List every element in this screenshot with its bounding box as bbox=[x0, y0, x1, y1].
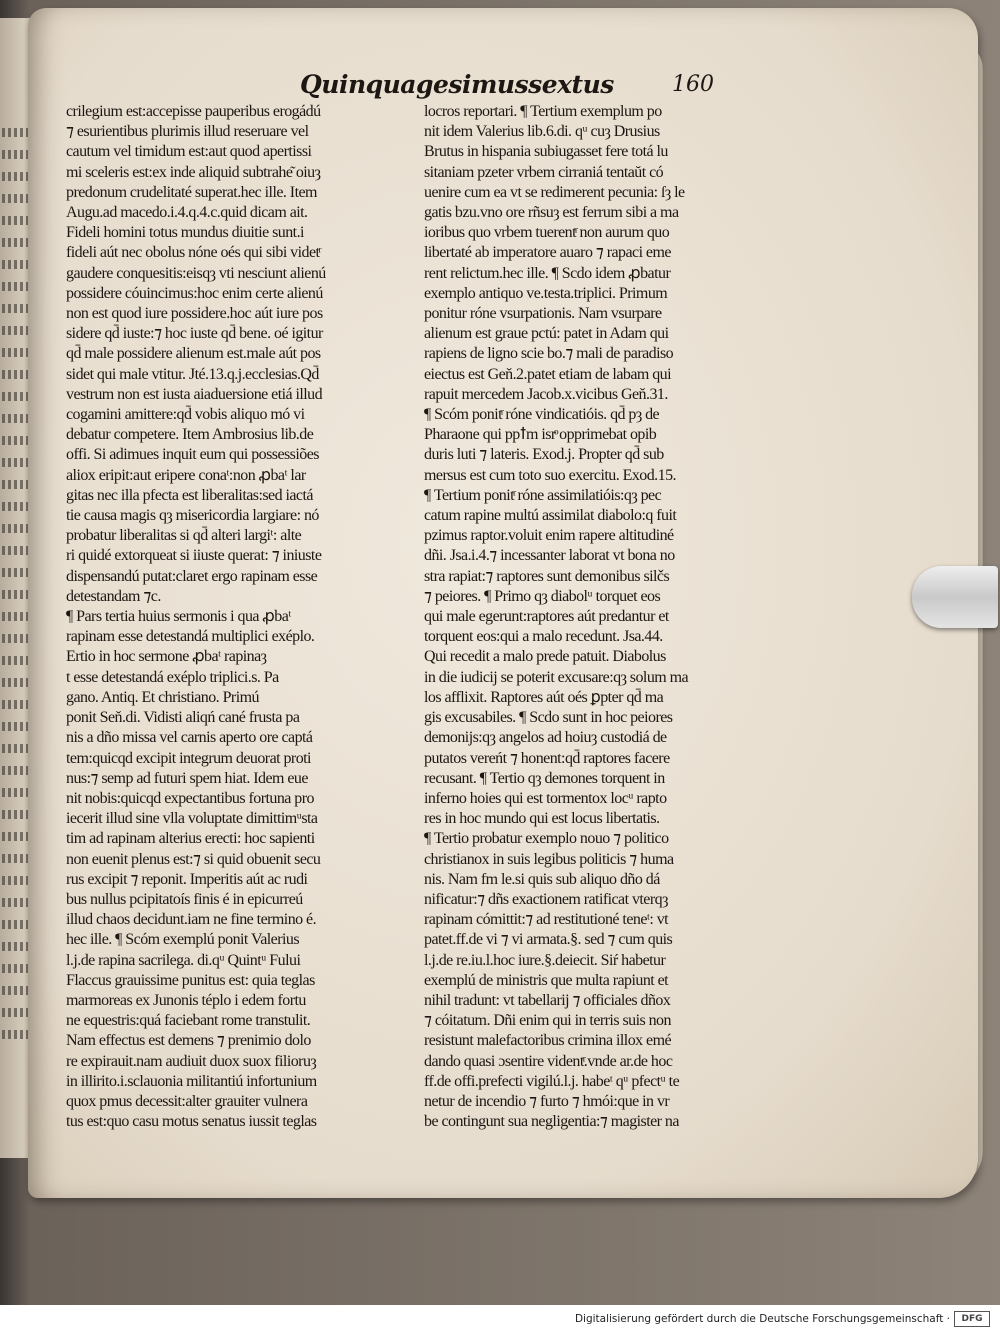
text-line: tim ad rapinam alterius erecti: hoc sapienti bbox=[66, 830, 315, 848]
text-line: cautum vel timidum est:aut quod apertissi bbox=[66, 143, 312, 161]
text-line: christianox in suis legibus politicis ⁊ huma bbox=[424, 850, 674, 868]
text-line: resistunt malefactoribus crimina illox emé bbox=[424, 1032, 672, 1050]
text-line: ¶ Scóm ponitͬ róne vindicatióis. qd̄ pȝ de bbox=[424, 406, 660, 424]
text-line: ne equestris:quá faciebant rome transtulit. bbox=[66, 1012, 311, 1030]
text-line: rent relictum.hec ille. ¶ Scdo idem ꝓbatur bbox=[424, 264, 671, 282]
text-line: exemplú de ministris que multa rapiunt et bbox=[424, 971, 669, 989]
left-text-column bbox=[66, 102, 406, 1132]
text-line: duris luti ⁊ lateris. Exod.j. Propter qd̄ sub bbox=[424, 446, 664, 464]
text-line: exemplo antiquo ve.testa.triplici. Primum bbox=[424, 284, 668, 302]
text-line: ¶ Tertium ponitͬ róne assimilatióis:qȝ pec bbox=[424, 486, 662, 504]
text-line: ioribus quo vrbem tuerentͬ non aurum quo bbox=[424, 224, 670, 242]
text-line: t esse detestandá exéplo triplici.s. Pa bbox=[66, 668, 279, 686]
text-line: gis excusabiles. ¶ Scdo sunt in hoc peiores bbox=[424, 709, 673, 727]
text-line: rapinam cómittit:⁊ ad restitutioné teneᵗ: vt bbox=[424, 911, 669, 929]
text-line: l.j.de re.iu.l.hoc iure.§.deiecit. Siŕ habetur bbox=[424, 951, 666, 969]
footer-credit: Digitalisierung gefördert durch die Deutsche Forschungsgemeinschaft · bbox=[574, 1313, 950, 1325]
text-line: res in hoc mundo qui est locus libertatis. bbox=[424, 810, 660, 828]
text-line: tus est:quo casu motus senatus iussit teglas bbox=[66, 1113, 317, 1131]
text-line: sidet qui male vtitur. Jté.13.q.j.ecclesias.Qd̄ bbox=[66, 365, 319, 383]
text-line: nit nobis:quicqd expectantibus fortuna pro bbox=[66, 789, 314, 807]
text-line: Augu.ad macedo.i.4.q.4.c.quid dicam ait. bbox=[66, 204, 308, 222]
footer-bar bbox=[0, 1305, 1000, 1331]
text-line: inferno hoies qui est tormentox locᵘ rapto bbox=[424, 789, 667, 807]
text-line: rapiens de ligno scie bo.⁊ mali de paradiso bbox=[424, 345, 674, 363]
text-line: rapinam esse detestandá multiplici exéplo. bbox=[66, 628, 315, 646]
text-line: sitaniam pzeter vrbem cirraniá tentaŭt có bbox=[424, 163, 664, 181]
text-line: non euenit plenus est:⁊ si quid obuenit secu bbox=[66, 850, 321, 868]
text-line: debatur competere. Item Ambrosius lib.de bbox=[66, 426, 314, 444]
text-line: Pharaone qui ppꝉm isrͦ opprimebat opib bbox=[424, 426, 657, 444]
text-line: uenire cum ea vt se redimerent pecunia: ſȝ le bbox=[424, 183, 685, 201]
text-line: l.j.de rapina sacrilega. di.qᵘ Quintᵘ Fului bbox=[66, 951, 301, 969]
text-line: ¶ Pars tertia huius sermonis i qua ꝓbaᵗ bbox=[66, 608, 291, 626]
text-line: putatos vereńt ⁊ honent:qd̄ raptores facere bbox=[424, 749, 670, 767]
text-line: mi sceleris est:ex inde aliquid subtrahe͂ oiuȝ bbox=[66, 163, 321, 181]
text-line: netur de incendio ⁊ furto ⁊ hmói:que in vr bbox=[424, 1092, 670, 1110]
text-line: ⁊ esurientibus plurimis illud reseruare vel bbox=[66, 123, 309, 141]
text-line: possidere cóuincimus:hoc enim certe alienú bbox=[66, 284, 323, 302]
text-line: patet.ff.de vi ⁊ vi armata.§. sed ⁊ cum quis bbox=[424, 931, 673, 949]
text-line: demonijs:qȝ angelos ad hoiuȝ custodiá de bbox=[424, 729, 667, 747]
text-line: gitas nec illa pfecta est liberalitas:sed iactá bbox=[66, 486, 313, 504]
text-line: marmoreas ex Junonis téplo i edem fortu bbox=[66, 991, 306, 1009]
text-line: cogamini amittere:qd̄ vobis aliquo mó vi bbox=[66, 406, 305, 424]
text-line: stra rapiat:⁊ raptores sunt demonibus silčs bbox=[424, 567, 670, 585]
text-line: quox pmus decessit:alter grauiter vulnera bbox=[66, 1092, 308, 1110]
text-line: dispensandú putat:claret ergo rapinam esse bbox=[66, 567, 318, 585]
text-line: Nam effectus est demens ⁊ prenimio dolo bbox=[66, 1032, 311, 1050]
right-text-column bbox=[424, 102, 769, 1132]
folio-number: 160 bbox=[672, 72, 714, 97]
text-line: nihil tradunt: vt tabellarij ⁊ officiales dñox bbox=[424, 991, 671, 1009]
text-line: pzimus raptor.voluit enim rapere altitudiné bbox=[424, 527, 674, 545]
text-line: recusant. ¶ Tertio qȝ demones torquent in bbox=[424, 769, 665, 787]
text-line: hec ille. ¶ Scóm exemplú ponit Valerius bbox=[66, 931, 300, 949]
text-line: in die iudicij se poterit excusare:qȝ solum ma bbox=[424, 668, 689, 686]
text-line: tie causa magis qȝ misericordia largiare: nó bbox=[66, 507, 319, 525]
text-line: Brutus in hispania subiugasset fere totá lu bbox=[424, 143, 668, 161]
text-line: gaudere conquesitis:eisqȝ vti nesciunt alienú bbox=[66, 264, 326, 282]
text-line: ⁊ peiores. ¶ Primo qȝ diabolᵘ torquet eos bbox=[424, 587, 661, 605]
text-line: locros reportari. ¶ Tertium exemplum po bbox=[424, 103, 662, 120]
text-line: gatis bzu.vno ore rñsuȝ est ferrum sibi a ma bbox=[424, 204, 679, 222]
text-line: ¶ Tertio probatur exemplo nouo ⁊ politico bbox=[424, 830, 669, 848]
text-line: Qui recedit a malo prede patuit. Diabolus bbox=[424, 648, 666, 666]
text-line: eiectus est Geň.2.patet etiam de labam qui bbox=[424, 365, 672, 383]
text-line: predonum crudelitaté superat.hec ille. Item bbox=[66, 183, 317, 201]
text-line: crilegium est:accepisse pauperibus erogádú bbox=[66, 103, 321, 120]
text-line: ponit Seň.di. Vidisti aliqń cané frusta pa bbox=[66, 709, 300, 727]
text-line: aliox eripit:aut eripere conaᵗ:non ꝓbaᵗ lar bbox=[66, 466, 306, 484]
text-line: Ertio in hoc sermone ꝓbaᵗ rapinaȝ bbox=[66, 648, 267, 666]
text-line: offi. Si adimues inquit eum qui possessiões bbox=[66, 446, 319, 464]
dfg-logo: DFG bbox=[954, 1311, 990, 1327]
text-line: libertaté ab imperatore auaro ⁊ rapaci eme bbox=[424, 244, 671, 262]
text-line: ⁊ cóitatum. Dñi enim qui in terris suis non bbox=[424, 1012, 671, 1030]
text-line: nificatur:⁊ dñs exactionem ratificat vterqȝ bbox=[424, 890, 668, 908]
text-line: probatur liberalitas si qd̄ alteri largiᵗ: alte bbox=[66, 527, 302, 545]
text-line: mersus est cum toto suo exercitu. Exod.15. bbox=[424, 466, 676, 484]
text-line: ri quidé extorqueat si iiuste querat: ⁊ iniuste bbox=[66, 547, 322, 565]
text-line: re expirauit.nam audiuit duox suox filioruȝ bbox=[66, 1052, 317, 1070]
running-head-title: Quinquagesimussextus bbox=[300, 70, 614, 99]
text-line: los afflixit. Raptores aút oés ꝑpter qd̄ ma bbox=[424, 688, 664, 706]
text-line: in illirito.i.sclauonia militantiú infortunium bbox=[66, 1072, 317, 1090]
text-line: fideli aút nec obolus nóne oés qui sibi videtͬ bbox=[66, 244, 320, 262]
text-line: tem:quicqd excipit integrum deuorat proti bbox=[66, 749, 311, 767]
text-line: bus nullus pcipitatoís finis é in epicurreú bbox=[66, 890, 303, 908]
text-line: dñi. Jsa.i.4.⁊ incessanter laborat vt bona no bbox=[424, 547, 675, 565]
text-line: ff.de offi.prefecti vigilú.l.j. habeᵗ qᵘ pfectᵘ te bbox=[424, 1072, 680, 1090]
text-line: iecerit illud sine vlla voluptate dimittimᵘsta bbox=[66, 810, 318, 828]
text-line: gano. Antiq. Et christiano. Primú bbox=[66, 688, 259, 706]
text-line: Fideli homini totus mundus diuitie sunt.i bbox=[66, 224, 304, 242]
text-line: rapuit mercedem Jacob.x.vicibus Geň.31. bbox=[424, 385, 668, 403]
text-line: dando quasi ɔsentire videntͬ.vnde ar.de hoc bbox=[424, 1052, 673, 1070]
text-line: qd̄ male possidere alienum est.male aút pos bbox=[66, 345, 321, 363]
text-line: vestrum non est iusta aiaduersione etiá illud bbox=[66, 385, 323, 403]
text-line: non est quod iure possidere.hoc aút iure pos bbox=[66, 305, 323, 323]
text-line: sidere qd̄ iuste:⁊ hoc iuste qd̄ bene. oé igitur bbox=[66, 325, 323, 343]
text-line: rus excipit ⁊ reponit. Imperitis aút ac rudi bbox=[66, 870, 308, 888]
text-line: alienum est graue pctú: patet in Adam qui bbox=[424, 325, 669, 343]
text-line: nis. Nam fm le.si quis sub aliquo dño dá bbox=[424, 870, 660, 888]
text-line: nis a dño missa vel carnis aperto ore captá bbox=[66, 729, 313, 747]
text-line: be contingunt sua negligentia:⁊ magister na bbox=[424, 1113, 679, 1131]
text-line: Flaccus grauissime punitus est: quia teglas bbox=[66, 971, 315, 989]
text-line: nus:⁊ semp ad futuri spem hiat. Idem eue bbox=[66, 769, 308, 787]
text-line: qui male egerunt:raptores aút predantur et bbox=[424, 608, 669, 626]
text-line: catum rapine multú assimilat diabolo:q fuit bbox=[424, 507, 677, 525]
text-line: ponitur róne vsurpationis. Nam vsurpare bbox=[424, 305, 662, 323]
text-line: torquent eos:qui a malo recedunt. Jsa.44. bbox=[424, 628, 663, 646]
text-line: detestandam ⁊c. bbox=[66, 587, 161, 605]
page-clip bbox=[912, 566, 998, 628]
text-line: illud chaos decidunt.iam ne fine termino é. bbox=[66, 911, 317, 929]
text-line: nit idem Valerius lib.6.di. qᵘ cuȝ Drusius bbox=[424, 123, 660, 141]
